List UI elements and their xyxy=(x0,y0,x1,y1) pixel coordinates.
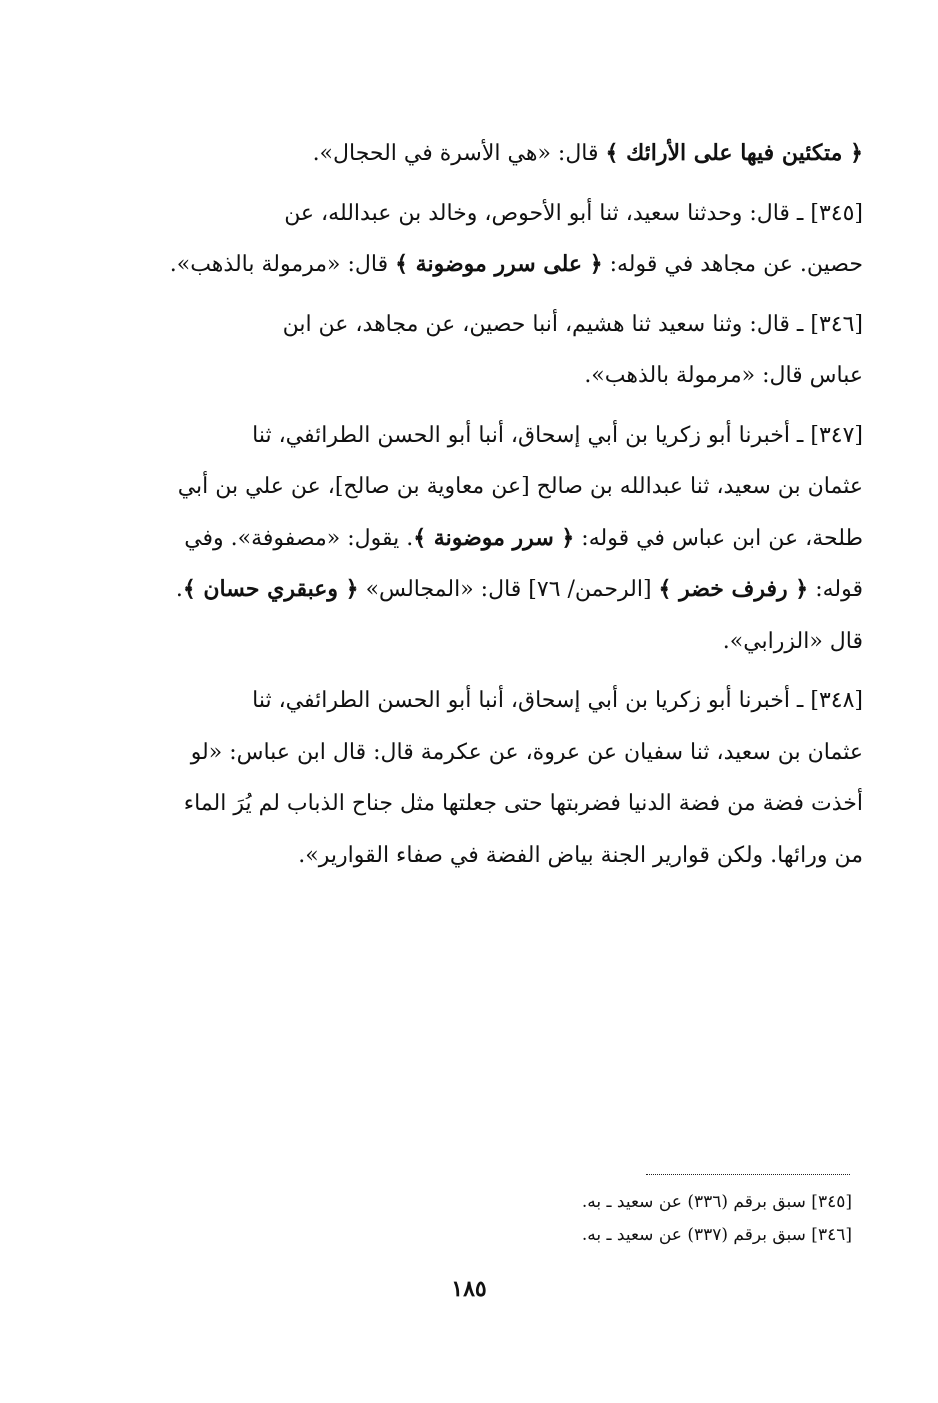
text-segment: [الرحمن/ ٧٦] قال: «المجالس» xyxy=(358,577,659,602)
text-line xyxy=(118,778,863,830)
text-segment: قال «الزرابي». xyxy=(722,628,863,654)
paragraph xyxy=(118,410,863,668)
text-segment: [٣٤٥] ـ قال: وحدثنا سعيد، ثنا أبو الأحوص، وخالد بن عبدالله، عن xyxy=(284,200,863,226)
text-line xyxy=(118,350,863,402)
paragraph xyxy=(118,299,863,402)
paragraph xyxy=(118,675,863,881)
text-line xyxy=(118,128,863,180)
text-line xyxy=(118,239,863,291)
footnote-346: [٣٤٦] سبق برقم (٣٣٧) عن سعيد ـ به. xyxy=(581,1225,852,1245)
text-line xyxy=(118,513,863,565)
text-segment: أخذت فضة من فضة الدنيا فضربتها حتى جعلتها مثل جناح الذباب لم يُرَ الماء xyxy=(183,791,863,816)
paragraph xyxy=(118,188,863,291)
text-line xyxy=(118,410,863,462)
text-segment: [٣٤٦] ـ قال: وثنا سعيد ثنا هشيم، أنبا حصين، عن مجاهد، عن ابن xyxy=(282,311,863,337)
text-segment: . يقول: «مصفوفة». وفي xyxy=(184,525,414,551)
paragraph xyxy=(118,128,863,180)
quran-quote: ﴿ سرر موضونة ﴾ xyxy=(413,524,575,551)
footnote-separator xyxy=(646,1174,850,1175)
text-segment: عباس قال: «مرمولة بالذهب». xyxy=(584,363,863,388)
text-segment: . xyxy=(175,577,183,602)
text-segment: قال: «مرمولة بالذهب». xyxy=(169,252,396,277)
text-line xyxy=(118,727,863,779)
text-line xyxy=(118,830,863,882)
text-segment: عثمان بن سعيد، ثنا عبدالله بن صالح [عن معاوية بن صالح]، عن علي بن أبي xyxy=(177,474,863,499)
text-line xyxy=(118,616,863,668)
text-segment: عثمان بن سعيد، ثنا سفيان عن عروة، عن عكرمة قال: قال ابن عباس: «لو xyxy=(190,739,863,765)
text-segment: قال: «هي الأسرة في الحجال». xyxy=(312,141,606,166)
quran-quote: ﴿ متكئين فيها على الأرائك ﴾ xyxy=(605,140,863,166)
text-line xyxy=(118,461,863,513)
quran-quote: ﴿ وعبقري حسان ﴾ xyxy=(182,576,359,602)
text-segment: حصين. عن مجاهد في قوله: xyxy=(602,252,863,277)
text-segment: قوله: xyxy=(808,577,863,602)
main-text xyxy=(118,128,863,889)
quran-quote: ﴿ على سرر موضونة ﴾ xyxy=(395,251,603,277)
text-segment: طلحة، عن ابن عباس في قوله: xyxy=(574,525,863,551)
text-line xyxy=(118,675,863,727)
footnotes xyxy=(420,1186,852,1252)
text-line xyxy=(118,564,863,616)
text-segment: [٣٤٧] ـ أخبرنا أبو زكريا بن أبي إسحاق، أنبا أبو الحسن الطرائفي، ثنا xyxy=(252,422,863,448)
text-segment: [٣٤٨] ـ أخبرنا أبو زكريا بن أبي إسحاق، أنبا أبو الحسن الطرائفي، ثنا xyxy=(252,688,863,713)
text-segment: من ورائها. ولكن قوارير الجنة بياض الفضة في صفاء القوارير». xyxy=(298,842,863,868)
quran-quote: ﴿ رفرف خضر ﴾ xyxy=(658,576,809,602)
page-number: ١٨٥ xyxy=(451,1276,487,1302)
footnote-345: [٣٤٥] سبق برقم (٣٣٦) عن سعيد ـ به. xyxy=(581,1192,852,1212)
text-line xyxy=(118,188,863,240)
text-line xyxy=(118,299,863,351)
